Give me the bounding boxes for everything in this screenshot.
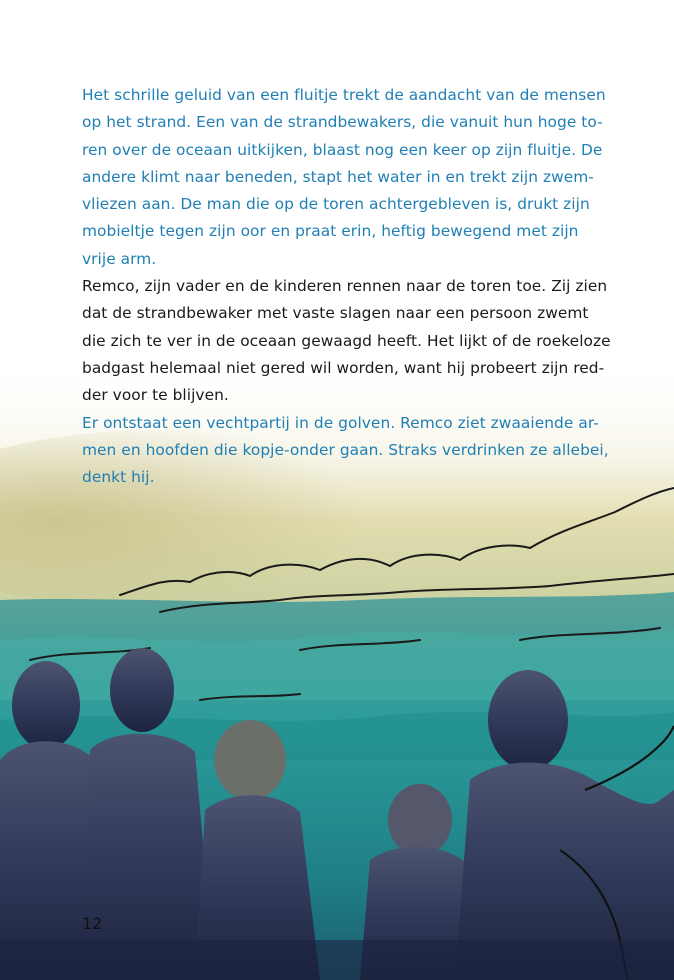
- page-number: 12: [82, 914, 103, 933]
- text-line: op het strand. Een van de strandbewakers, die vanuit hun hoge to-: [82, 113, 603, 132]
- text-line: badgast helemaal niet gered wil worden, want hij probeert zijn red-: [82, 358, 605, 377]
- text-line: ren over de oceaan uitkijken, blaast nog een keer op zijn fluitje. De: [82, 140, 603, 159]
- text-line: Het schrille geluid van een fluitje trekt de aandacht van de mensen: [82, 86, 606, 104]
- paragraph-narration-3: [82, 410, 609, 492]
- story-text: [82, 82, 611, 491]
- text-line: dat de strandbewaker met vaste slagen naar een persoon zwemt: [82, 304, 589, 323]
- text-line: Er ontstaat een vechtpartij in de golven. Remco ziet zwaaiende ar-: [82, 413, 599, 432]
- text-line: mobieltje tegen zijn oor en praat erin, heftig bewegend met zijn: [82, 222, 579, 241]
- text-line: vrije arm.: [82, 249, 157, 268]
- text-line: men en hoofden die kopje-onder gaan. Straks verdrinken ze allebei,: [82, 440, 609, 459]
- text-line: vliezen aan. De man die op de toren achtergebleven is, drukt zijn: [82, 195, 590, 214]
- paragraph-narration-1: [82, 82, 606, 273]
- text-line: Remco, zijn vader en de kinderen rennen naar de toren toe. Zij zien: [82, 277, 608, 296]
- text-line: die zich te ver in de oceaan gewaagd heeft. Het lijkt of de roekeloze: [82, 331, 611, 350]
- paragraph-narration-2: [82, 273, 611, 409]
- text-line: denkt hij.: [82, 468, 155, 487]
- text-line: der voor te blijven.: [82, 386, 229, 405]
- text-line: andere klimt naar beneden, stapt het water in en trekt zijn zwem-: [82, 167, 594, 186]
